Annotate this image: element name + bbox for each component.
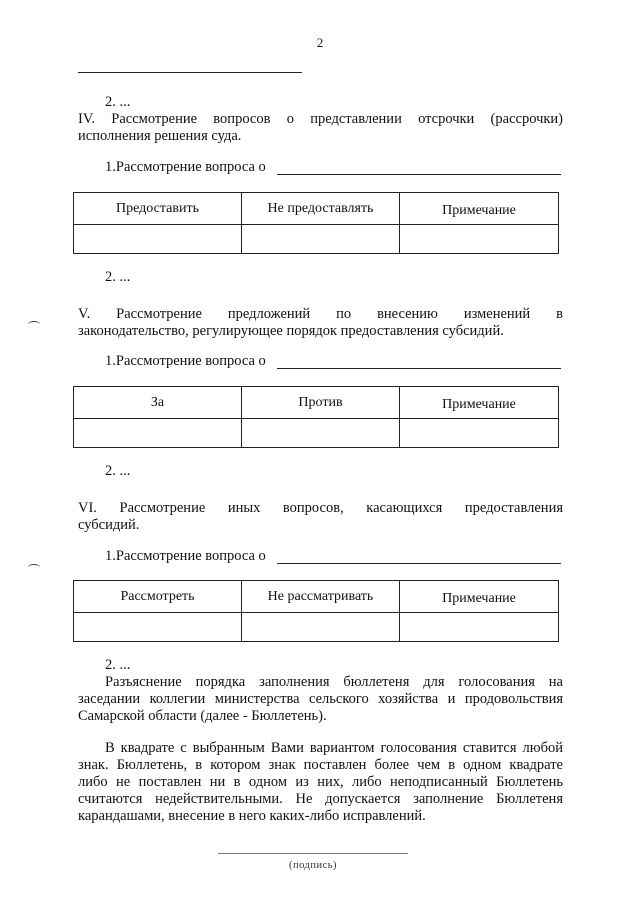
- question-label: 1.Рассмотрение вопроса о: [105, 548, 266, 564]
- rules-line-1: В квадрате с выбранным Вами вариантом голосования ставится любой: [105, 740, 563, 756]
- question-blank-line: [277, 550, 561, 564]
- rules-line-2: знак. Бюллетень, в котором знак поставлен более чем в одном квадрате: [78, 757, 563, 773]
- signature-caption: (подпись): [288, 860, 338, 871]
- section-v-heading-line-2: законодательство, регулирующее порядок предоставления субсидий.: [78, 323, 504, 339]
- vote-box[interactable]: [400, 225, 559, 254]
- vote-header-cell: Примечание: [400, 193, 559, 225]
- explanation-line-1: Разъяснение порядка заполнения бюллетеня для голосования на: [105, 674, 563, 690]
- vote-table-iv: [73, 192, 559, 254]
- vote-header-cell: Не предоставлять: [242, 193, 400, 225]
- vote-header-cell: За: [74, 387, 242, 419]
- question-label: 1.Рассмотрение вопроса о: [105, 159, 266, 175]
- explanation-line-3: Самарской области (далее - Бюллетень).: [78, 708, 327, 724]
- signature-line[interactable]: [218, 853, 408, 854]
- vote-box[interactable]: [400, 419, 559, 448]
- vote-header-cell: Предоставить: [74, 193, 242, 225]
- question-blank-line: [277, 161, 561, 175]
- vote-box[interactable]: [74, 419, 242, 448]
- vote-table-v: [73, 386, 559, 448]
- question-label: 1.Рассмотрение вопроса о: [105, 353, 266, 369]
- question-blank-line: [277, 355, 561, 369]
- vote-box[interactable]: [74, 613, 242, 642]
- vote-box[interactable]: [74, 225, 242, 254]
- vote-header-cell: Против: [242, 387, 400, 419]
- rules-line-5: карандашами, внесение в него каких-либо исправлений.: [78, 808, 426, 824]
- section-vi-heading-line-1: VI. Рассмотрение иных вопросов, касающихся предоставления: [78, 500, 563, 516]
- margin-mark: [28, 321, 40, 328]
- vote-header-cell: Примечание: [400, 581, 559, 613]
- section-iv-heading-line-1: IV. Рассмотрение вопросов о представлении отсрочки (рассрочки): [78, 111, 563, 127]
- rules-line-4: считаются недействительными. Не допускается заполнение Бюллетеня: [78, 791, 563, 807]
- page-number: 2: [316, 35, 324, 50]
- list-item-number: 2. ...: [105, 269, 131, 285]
- section-vi-heading-line-2: субсидий.: [78, 517, 140, 533]
- vote-box[interactable]: [242, 419, 400, 448]
- vote-header-cell: Рассмотреть: [74, 581, 242, 613]
- list-item-number: 2. ...: [105, 94, 131, 110]
- section-iv-heading-line-2: исполнения решения суда.: [78, 128, 242, 144]
- rules-line-3: либо не поставлен ни в одном из них, либо неподписанный Бюллетень: [78, 774, 563, 790]
- vote-box[interactable]: [242, 225, 400, 254]
- vote-table-vi: [73, 580, 559, 642]
- vote-header-cell: Примечание: [400, 387, 559, 419]
- top-rule: [78, 72, 302, 73]
- vote-box[interactable]: [242, 613, 400, 642]
- margin-mark: [28, 564, 40, 571]
- explanation-line-2: заседании коллегии министерства сельского хозяйства и продовольствия: [78, 691, 563, 707]
- list-item-number: 2. ...: [105, 657, 131, 673]
- list-item-number: 2. ...: [105, 463, 131, 479]
- section-v-heading-line-1: V. Рассмотрение предложений по внесению изменений в: [78, 306, 563, 322]
- vote-box[interactable]: [400, 613, 559, 642]
- vote-header-cell: Не рассматривать: [242, 581, 400, 613]
